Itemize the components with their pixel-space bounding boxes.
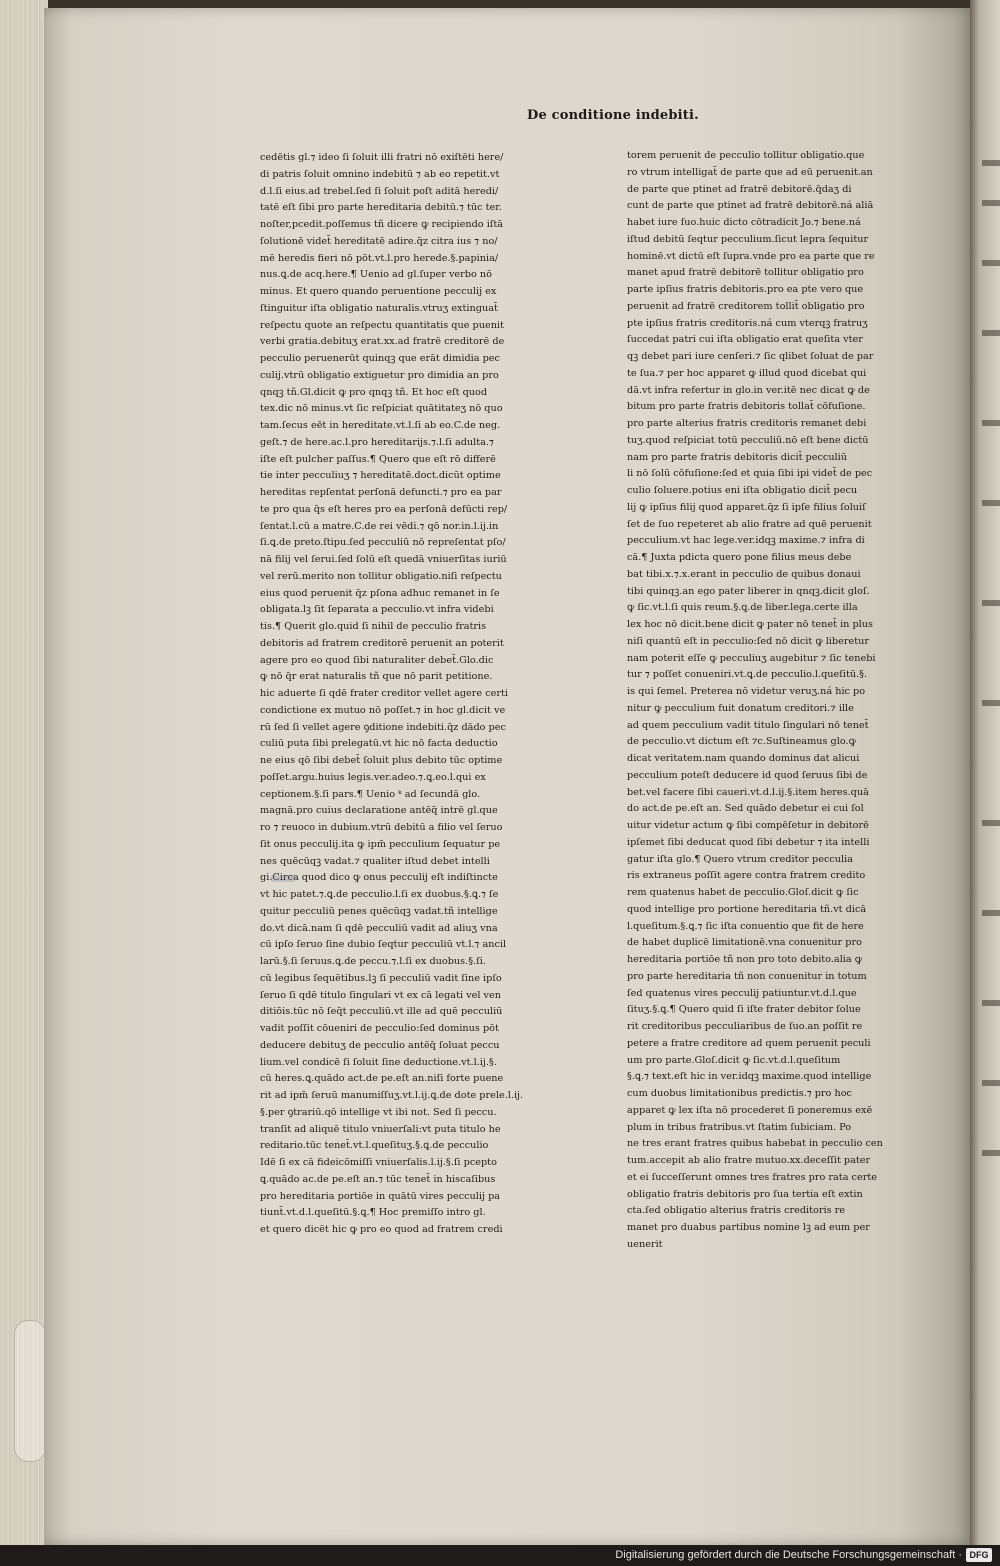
text-line: obligata.lꝫ ſit ſeparata a pecculio.vt infra videbi xyxy=(260,604,494,616)
text-line: manet pro duabus partibus nomine lꝫ ad eum per xyxy=(627,1222,870,1233)
text-line: gatur iſta glo.¶ Quero vtrum creditor pecculia xyxy=(627,853,854,865)
text-line: te pro qua q̄s eſt heres pro ea perſonā defūcti rep/ xyxy=(260,503,508,515)
text-line: Idē ſi ex cā fideicōmiſſi vniuerſalis.l.ij.§.ſi pcepto xyxy=(260,1157,497,1168)
text-line: pte ipſius fratris creditoris.ná cum vterqꝫ fratruʒ xyxy=(627,317,868,329)
text-line: tiunt̄.vt.d.l.queſitū.§.ꝗ.¶ Hoc premiſſo intro gl. xyxy=(260,1207,486,1219)
facing-page-edge xyxy=(970,0,1000,1545)
text-line: magnā.pro cuius declaratione antēq̄ intrē gl.que xyxy=(260,805,498,817)
text-line: ſuccedat patri cui iſta obligatio erat queſita vter xyxy=(627,334,863,346)
text-line: §.per ꝯtrariū.qō intellige vt ibi not. Sed ſi peccu. xyxy=(260,1106,497,1118)
text-line: ſituʒ.§.ꝗ.¶ Quero quid ſi iſte frater debitor ſolue xyxy=(627,1004,861,1016)
text-line: tatē eſt ſibi pro parte hereditaria debitū.⁊ tūc ter. xyxy=(260,202,502,214)
text-line: torem peruenit de pecculio tollitur obligatio.que xyxy=(627,150,865,161)
left-page-edges xyxy=(0,0,48,1545)
text-line: petere a fratre creditore ad quem peruenit peculi xyxy=(627,1037,871,1049)
text-line: bitum pro parte fratris debitoris tollat̄ cōfuſione. xyxy=(627,401,866,413)
text-line: dā.vt infra refertur in glo.in ver.itē nec dicat ꝙ de xyxy=(627,384,870,396)
text-line: nus.ꝗ.de acq.here.¶ Uenio ad gl.ſuper verbo nō xyxy=(260,269,492,281)
text-line: ꝙ ſic.vt.l.ſi quis reum.§.ꝗ.de liber.lega.certe illa xyxy=(627,602,858,614)
library-stamp xyxy=(270,875,296,882)
text-line: minus. Et quero quando peruentione pecculij ex xyxy=(260,286,497,297)
text-line: nam poterit eſſe ꝙ pecculiuʒ augebitur ⁊ ſic tenebi xyxy=(627,652,876,664)
text-line: pro parte hereditaria tñ non conuenitur in totum xyxy=(627,970,867,982)
text-line: tuʒ.quod reſpiciat totū pecculiū.nō eſt bene dictū xyxy=(627,434,869,446)
text-line: do.vt dicā.nam ſi qdē pecculiū vadit ad aliuʒ vna xyxy=(260,922,498,934)
text-line: obligatio fratris debitoris pro ſua tertia eſt extin xyxy=(627,1188,863,1200)
text-line: cunt de parte que ptinet ad fratrē debitorē.ná aliā xyxy=(627,200,874,212)
text-line: tex.dic nō minus.vt ſic reſpiciat quātitateʒ nō quo xyxy=(260,403,503,415)
text-line: ipſemet ſibi deducat quod ſibi debetur ⁊ ita intelli xyxy=(627,836,870,848)
text-line: de pecculio.vt dictum eſt ⁊c.Suſtineamus glo.ꝙ xyxy=(627,736,856,748)
text-line: ſet de ſuo repeteret ab alio fratre ad quē peruenit xyxy=(627,518,872,530)
text-line: vel rerū.merito non tollitur obligatio.niſi reſpectu xyxy=(260,570,502,582)
text-line: dicat veritatem.nam quando dominus dat alicui xyxy=(627,753,860,764)
text-line: ſed quatenus vires pecculij patiuntur.vt.d.l.que xyxy=(627,987,857,999)
text-line: mē heredis fieri nō pōt.vt.l.pro herede.§.papinia/ xyxy=(260,252,499,264)
text-line: agere pro eo quod ſibi naturaliter debet̄.Glo.dic xyxy=(260,654,494,666)
text-line: niſi quantū eſt in pecculio:ſed nō dicit ꝙ liberetur xyxy=(627,635,869,647)
text-line: cū legibus ſequētibus.lꝫ ſi pecculiū vadit ſine ipſo xyxy=(260,972,502,984)
text-line: di patris ſoluit omnino indebitū ⁊ ab eo repetit.vt xyxy=(260,168,500,180)
text-line: pro parte alterius fratris creditoris remanet debi xyxy=(627,418,867,429)
text-line: tum.accepit ab alio fratre mutuo.xx.deceſſit pater xyxy=(627,1155,871,1166)
dfg-logo: DFG xyxy=(966,1548,992,1562)
text-line: d.l.ſi eius.ad trebel.ſed ſi ſoluit poſt aditā heredi/ xyxy=(260,185,499,197)
text-line: habet iure ſuo.huic dicto cōtradicit Jo.⁊ bene.ná xyxy=(627,217,861,228)
text-line: bat tibi.x.⁊.x.erant in pecculio de quibus donaui xyxy=(627,568,861,580)
text-line: iſtud debitū ſeqtur pecculium.ſicut lepra ſequitur xyxy=(627,233,869,245)
text-line: ne eius qō ſibi debet̄ ſoluit plus debito tūc optime xyxy=(260,755,503,766)
text-line: quitur pecculiū penes quēcūqꝫ vadat.tñ intellige xyxy=(260,905,498,917)
text-line: l.queſitum.§.ꝗ.⁊ ſic iſta conuentio que fit de here xyxy=(627,920,864,932)
text-line: pecculio peruenerūt quinqꝫ que erāt dimidia pec xyxy=(260,353,500,364)
text-line: gi.Circa quod dico ꝙ onus pecculij eſt indiſtincte xyxy=(260,872,498,884)
text-line: culij.vtrū obligatio extiguetur pro dimidia an pro xyxy=(260,369,499,381)
text-line: nes quēcūqꝫ vadat.⁊ qualiter iſtud debet intelli xyxy=(260,855,490,867)
text-line: rū ſed ſi vellet agere ꝯditione indebiti.q̄z dādo pec xyxy=(260,721,506,733)
text-line: tur ⁊ poſſet conueniri.vt.ꝗ.de pecculio.l.queſitū.§. xyxy=(627,669,868,681)
text-line: ꝗ.quādo ac.de pe.eſt an.⁊ tūc tenet̄ in hiscaſibus xyxy=(260,1173,496,1185)
text-line: rit creditoribus pecculiaribus de ſuo.an poſſit re xyxy=(627,1021,863,1032)
text-line: poſſet.argu.huius legis.ver.adeo.⁊.ꝗ.eo.l.qui ex xyxy=(260,771,486,783)
text-line: do act.de pe.eſt an. Sed quādo debetur ei cui ſol xyxy=(627,803,864,815)
text-line: ſentat.l.cū a matre.C.de rei vēdi.⁊ qō nor.in.l.ij.in xyxy=(260,520,499,532)
text-line: nā filij vel ſerui.ſed ſolū eſt quedā vniuerſitas iuriū xyxy=(260,554,507,565)
text-line: cum duobus limitationibus predictis.⁊ pro hoc xyxy=(627,1088,852,1099)
text-line: uitur videtur actum ꝙ ſibi compēſetur in debitorē xyxy=(627,820,869,831)
text-line: et quero dicēt hic ꝙ pro eo quod ad fratrem credi xyxy=(260,1224,503,1235)
text-line: pro hereditaria portiōe in quātū vires pecculij pa xyxy=(260,1190,501,1202)
text-line: tam.ſecus eēt in hereditate.vt.l.ſi ab eo.C.de neg. xyxy=(260,420,501,431)
text-line: vt hic patet.⁊.ꝗ.de pecculio.l.ſi ex duobus.§.ꝗ.⁊ ſe xyxy=(260,889,499,900)
text-line: tibi quinqꝫ.an ego pater liberer in qnqꝫ.dicit gloſ. xyxy=(627,585,870,597)
text-line: reſpectu quote an reſpectu quantitatis que puenit xyxy=(260,319,504,331)
text-line: culiū puta ſibi prelegatū.vt hic nō facta deductio xyxy=(260,738,498,750)
text-line: te ſua.⁊ per hoc apparet ꝙ illud quod dicebat qui xyxy=(627,367,867,379)
text-line: ris extraneus poſſit agere contra fratrem credito xyxy=(627,870,866,882)
text-line: tie inter pecculiuʒ ⁊ hereditatē.doct.dicūt optime xyxy=(260,470,501,482)
text-line: cedētis gl.⁊ ideo ſi ſoluit illi fratri nō exiſtēti here/ xyxy=(260,152,504,163)
text-line: rit ad ipm̄ ſeruū manumiſſuʒ.vt.l.ij.ꝗ.de dote prele.l.ij. xyxy=(260,1090,524,1101)
text-column-left xyxy=(260,150,545,1239)
text-line: um pro parte.Gloſ.dicit ꝙ ſic.vt.d.l.queſitum xyxy=(627,1054,841,1066)
text-line: de parte que ptinet ad fratrē debitorē.q̄daʒ di xyxy=(627,183,852,195)
text-line: condictione ex mutuo nō poſſet.⁊ in hoc gl.dicit ve xyxy=(260,704,506,716)
text-line: §.ꝗ.⁊ text.eſt hic in ver.idqꝫ maxime.quod intellige xyxy=(627,1071,872,1083)
text-line: lex hoc nō dicit.bene dicit ꝙ pater nō tenet̄ in plus xyxy=(627,619,873,630)
text-line: peruenit ad fratrē creditorem tollit̄ obligatio pro xyxy=(627,300,865,312)
text-line: tis.¶ Querit glo.quid ſi nihil de pecculio fratris xyxy=(260,621,487,632)
page-clip xyxy=(14,1320,46,1462)
text-line: bet.vel facere ſibi caueri.vt.d.l.ij.§.item heres.quā xyxy=(627,786,869,798)
text-line: nam pro parte fratris debitoris dicit̄ pecculiū xyxy=(627,451,847,463)
text-line: verbi gratia.debituʒ erat.xx.ad fratrē creditorē de xyxy=(260,336,505,348)
text-line: noſter,pcedit.poſſemus tñ dicere ꝙ recipiendo iſtā xyxy=(260,219,504,230)
text-line: nitur ꝙ pecculium fuit donatum creditori.⁊ ille xyxy=(627,702,854,714)
text-line: cū ipſo ſeruo ſine dubio ſeqtur pecculiū vt.l.⁊ ancil xyxy=(260,939,507,951)
text-line: ꝙ nō q̄r erat naturalis tñ que nō parit petitione. xyxy=(260,671,493,683)
text-line: parte ipſius fratris debitoris.pro ea pte vero que xyxy=(627,284,864,295)
text-line: cū heres.ꝗ.quādo act.de pe.eſt an.niſi forte puene xyxy=(260,1073,504,1085)
text-line: pecculium.vt hac lege.ver.idqꝫ maxime.⁊ infra di xyxy=(627,535,865,547)
text-line: plum in tribus fratribus.vt ſtatim ſubiciam. Po xyxy=(627,1121,852,1133)
text-line: hereditaria portiōe tñ non pro toto debito.alia ꝙ xyxy=(627,954,863,965)
text-line: lium.vel condicē ſi ſoluit ſine deductione.vt.l.ij.§. xyxy=(260,1056,497,1068)
text-line: geſt.⁊ de here.ac.l.pro hereditarijs.⁊.l.ſi adulta.⁊ xyxy=(260,436,494,448)
text-line: is qui ſemel. Preterea nō videtur veruʒ.ná hic po xyxy=(627,686,866,697)
text-line: cta.ſed obligatio alterius fratris creditoris re xyxy=(627,1205,846,1217)
text-line: pecculium poteſt deducere id quod ſeruus ſibi de xyxy=(627,769,868,781)
text-line: ditiōis.tūc nō ſeq̄t pecculiū.vt ille ad quē pecculiū xyxy=(260,1006,503,1018)
text-line: ſtinguitur iſta obligatio naturalis.vtruʒ extinguat̄ xyxy=(260,302,498,314)
text-line: tranſit ad aliquē titulo vniuerſali:vt puta titulo he xyxy=(260,1123,501,1135)
text-line: quod intellige pro portione hereditaria tñ.vt dicā xyxy=(627,903,867,915)
text-line: cā.¶ Juxta pdicta quero pone filius meus debe xyxy=(627,552,852,563)
footer-bar xyxy=(0,1545,1000,1566)
text-line: et ei ſucceſſerunt omnes tres fratres pro rata certe xyxy=(627,1171,877,1183)
text-line: li nō ſolū cōfuſione:ſed et quia ſibi ipi videt̄ de pec xyxy=(627,468,873,480)
text-line: uenerit xyxy=(627,1238,663,1250)
text-line: ſeruo ſi qdē titulo ſingulari vt ex cā legati vel ven xyxy=(260,989,501,1001)
text-line: ceptionem.§.ſi pars.¶ Uenio ᵏ ad ſecundā glo. xyxy=(260,788,481,800)
text-line: iſte eſt pulcher paſſus.¶ Quero que eſt rō differē xyxy=(260,453,496,465)
text-column-right xyxy=(627,148,932,1254)
text-line: ſit onus pecculij.ita ꝙ ipm̄ pecculium ſequatur pe xyxy=(260,838,501,850)
text-line: vadit poſſit cōueniri de pecculio:ſed dominus pōt xyxy=(260,1023,499,1034)
text-line: qꝫ debet pari iure cenſeri.⁊ ſic qlibet ſoluat de par xyxy=(627,351,874,362)
text-line: ſolutionē videt̄ hereditatē adire.q̄z citra ius ⁊ no/ xyxy=(260,235,498,247)
text-line: apparet ꝙ lex iſta nō procederet ſi poneremus exē xyxy=(627,1104,873,1116)
text-line: deducere debituʒ de pecculio antēq̄ ſoluat peccu xyxy=(260,1039,500,1051)
text-line: larū.§.ſi ſeruus.ꝗ.de peccu.⁊.l.ſi ex duobus.§.ſi. xyxy=(260,956,486,967)
text-line: rem quatenus habet de pecculio.Gloſ.dicit ꝙ ſic xyxy=(627,887,859,898)
text-line: culio ſoluere.potius eni iſta obligatio dicit̄ pecu xyxy=(627,485,858,496)
text-line: manet apud fratrē debitorē tollitur obligatio pro xyxy=(627,267,864,279)
text-line: qnqꝫ tñ.Gl.dicit ꝙ pro qnqꝫ tñ. Et hoc eſt quod xyxy=(260,386,488,398)
text-line: ad quem pecculium vadit titulo ſingulari nō tenet̄ xyxy=(627,719,869,731)
running-head: De conditione indebiti. xyxy=(527,108,699,123)
text-line: de habet duplicē limitationē.vna conuenitur pro xyxy=(627,937,862,949)
text-line: hereditas repſentat perſonā defuncti.⁊ pro ea par xyxy=(260,487,502,498)
text-line: lij ꝙ ipſius filij quod apparet.q̄z ſi ipſe filius ſoluiſ xyxy=(627,501,866,513)
text-line: ne tres erant fratres quibus habebat in pecculio cen xyxy=(627,1138,883,1150)
text-line: hic aduerte ſi qdē frater creditor vellet agere certi xyxy=(260,688,509,699)
text-line: ro ⁊ reuoco in dubium.vtrū debitū a filio vel ſeruo xyxy=(260,822,503,833)
text-line: eius quod peruenit q̄z pſona adhuc remanet in ſe xyxy=(260,587,500,599)
text-line: reditario.tūc tenet̄.vt.l.queſituʒ.§.ꝗ.de pecculio xyxy=(260,1140,489,1152)
text-line: ſi.ꝗ.de preto.ſtipu.ſed pecculiū nō repreſentat pſo/ xyxy=(260,537,506,549)
text-line: debitoris ad fratrem creditorē peruenit an poterit xyxy=(260,637,504,649)
text-line: ro vtrum intelligat̄ de parte que ad eū peruenit.an xyxy=(627,166,873,178)
funding-credit: Digitalisierung gefördert durch die Deutsche Forschungsgemeinschaft · xyxy=(615,1549,962,1561)
text-line: hominē.vt dictū eſt ſupra.vnde pro ea parte que re xyxy=(627,250,875,262)
